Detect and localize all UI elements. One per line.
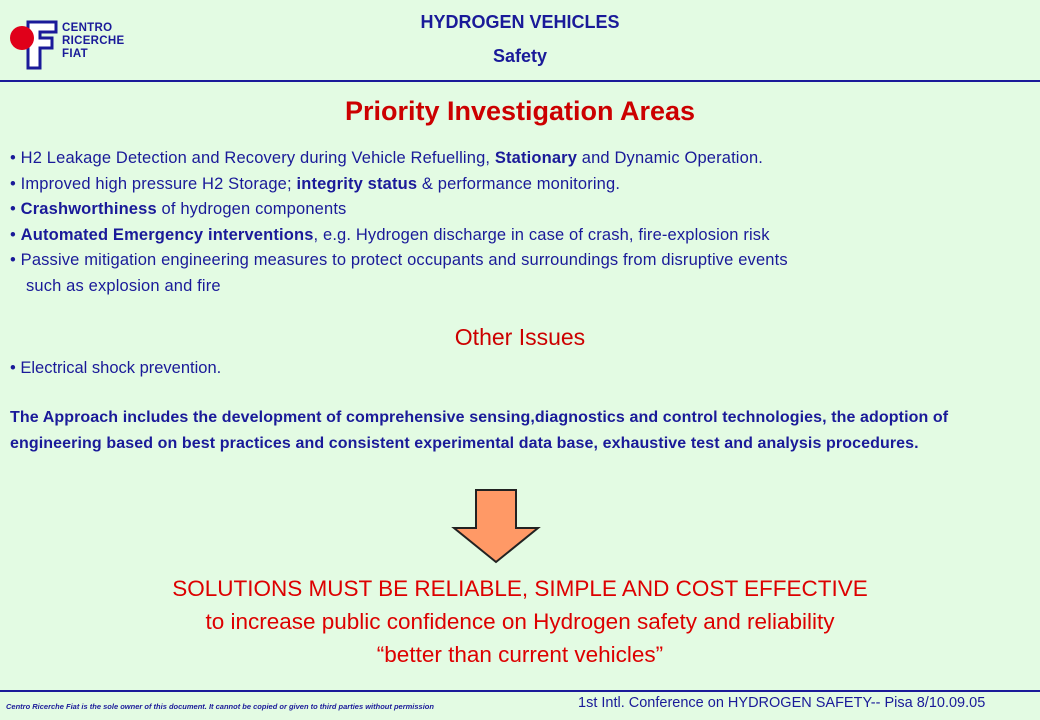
bullet-text: H2 Leakage Detection and Recovery during Vehicle Refuelling, [20,149,495,167]
solutions-line-2: to increase public confidence on Hydrogen safety and reliability [205,609,835,634]
logo-line-1: CENTRO [62,22,113,34]
list-item: • Crashworthiness of hydrogen components [10,200,347,218]
approach-paragraph: The Approach includes the development of comprehensive sensing,diagnostics and control technologies, the adoption of engineering based on best practices and consistent experimental data base, exhaustive test and analysis procedures. [10,409,949,452]
bullet-bold: Automated Emergency interventions [20,225,314,244]
section-title: Priority Investigation Areas [344,96,696,126]
footer-divider [0,690,1040,692]
bullet-text: & performance monitoring. [417,174,621,193]
bullet-text: Passive mitigation engineering measures to protect occupants and surroundings from disruptive events [20,251,788,269]
bullet-text: , e.g. Hydrogen discharge in case of crash, fire-explosion risk [313,225,770,244]
solutions-line-1: SOLUTIONS MUST BE RELIABLE, SIMPLE AND COST EFFECTIVE [172,576,868,601]
footer-conference: 1st Intl. Conference on HYDROGEN SAFETY-- Pisa 8/10.09.05 [578,695,986,711]
logo-line-2: RICERCHE [62,35,125,47]
list-item: • Electrical shock prevention. [10,359,222,377]
header-subtitle: Safety [492,46,548,66]
list-item: • Improved high pressure H2 Storage; integrity status & performance monitoring. [10,174,621,193]
footer-copyright: Centro Ricerche Fiat is the sole owner of this document. It cannot be copied or given to third parties without permission [6,702,434,711]
logo-line-3: FIAT [62,48,88,60]
bullet-bold: Crashworthiness [20,200,157,218]
list-item: • H2 Leakage Detection and Recovery during Vehicle Refuelling, Stationary and Dynamic Operation. [10,149,764,167]
bullet-text: and Dynamic Operation. [577,149,764,167]
list-item: • Automated Emergency interventions, e.g. Hydrogen discharge in case of crash, fire-explosion risk [10,225,770,244]
down-arrow-icon [450,488,542,569]
bullet-bold: integrity status [296,174,418,193]
solutions-statement [0,572,1040,671]
bullet-text: Electrical shock prevention. [20,359,222,377]
header-divider [0,80,1040,82]
solutions-line-3: “better than current vehicles” [376,642,664,667]
bullet-text: Improved high pressure H2 Storage; [20,174,297,193]
bullet-bold: Stationary [494,149,578,167]
bullet-text: of hydrogen components [156,200,347,218]
header-title: HYDROGEN VEHICLES [420,12,620,32]
list-item: • Passive mitigation engineering measures to protect occupants and surroundings from disruptive events [10,251,788,269]
list-item-continuation: such as explosion and fire [26,276,221,295]
other-issues-list [10,356,221,381]
priority-list [10,146,1030,299]
other-issues-title: Other Issues [454,324,586,350]
